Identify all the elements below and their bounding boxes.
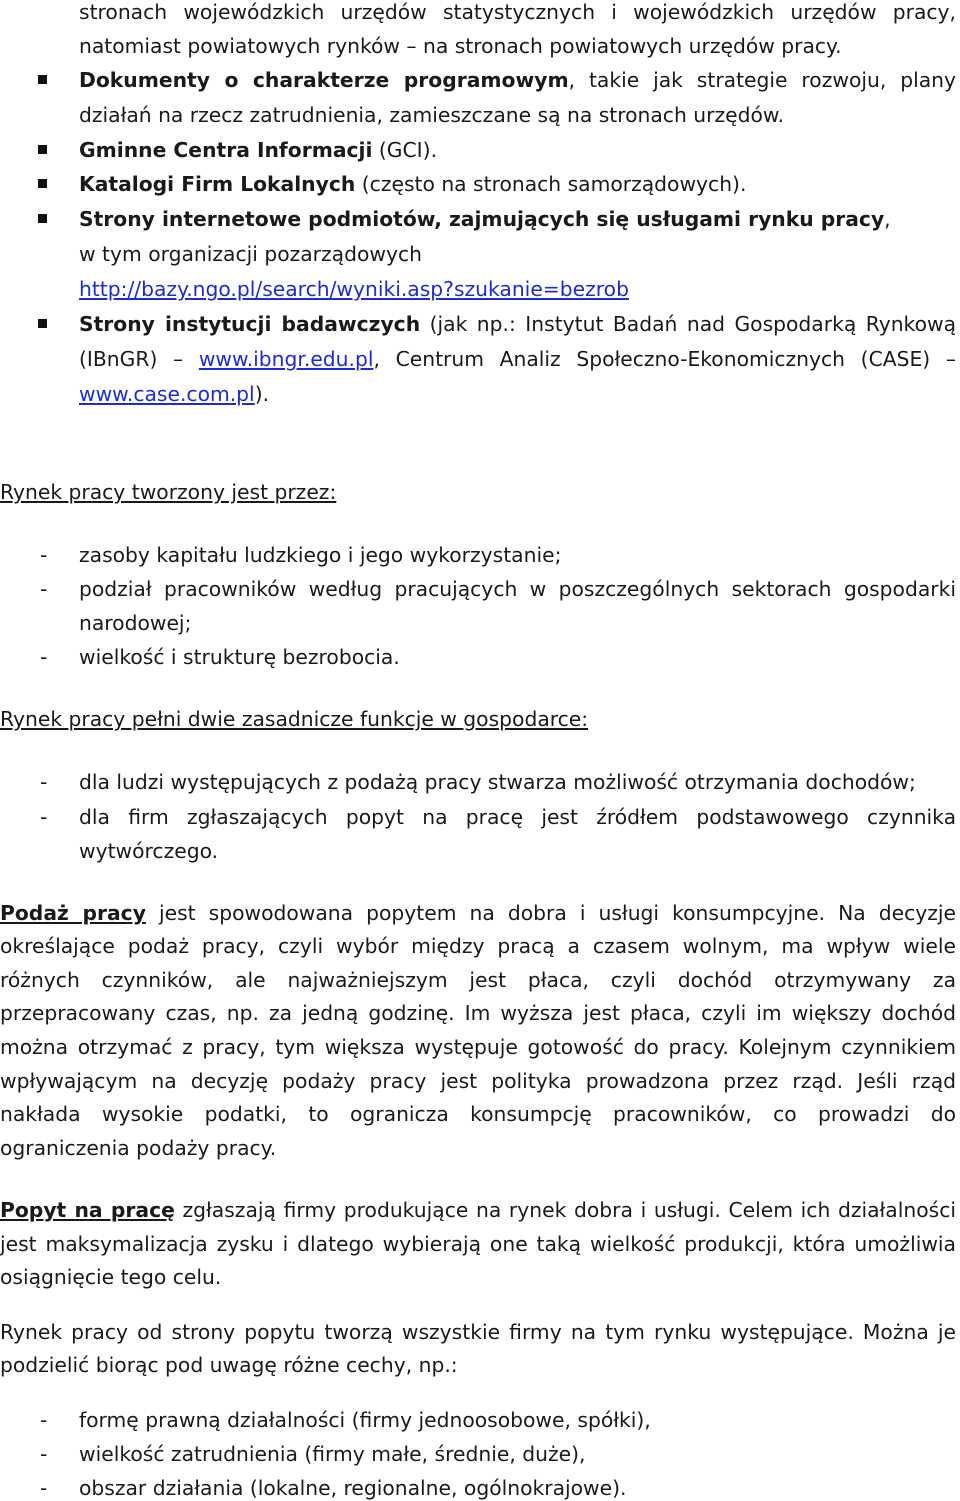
demand-side-line-1: Rynek pracy od strony popytu tworzą wszystkie firmy na tym rynku występujące. Można je xyxy=(0,1320,956,1344)
demand-paragraph-line-1 xyxy=(0,1198,956,1222)
supply-paragraph-line-1 xyxy=(0,901,956,925)
bullet-item-research-line-3 xyxy=(79,382,956,406)
bullet-square-icon xyxy=(38,319,47,328)
list-item: dla firm zgłaszających popyt na pracę jest źródłem podstawowego czynnika xyxy=(79,805,956,829)
supply-paragraph-line-6: wpływającym na decyzję podaży pracy jest polityka prowadzona przez rząd. Jeśli rząd xyxy=(0,1069,956,1093)
supply-paragraph-line-2: określające podaż pracy, czyli wybór między pracą a czasem wolnym, ma wpływ wiele xyxy=(0,934,956,958)
supply-paragraph-line-5: można otrzymać z pracy, tym większa występuje gotowość do pracy. Kolejnym czynnikiem xyxy=(0,1035,956,1059)
ibngr-link[interactable]: www.ibngr.edu.pl xyxy=(198,347,374,371)
bullet-square-icon xyxy=(38,75,47,84)
bullet-text: , takie jak strategie rozwoju, plany xyxy=(568,68,956,92)
bullet-term: Strony instytucji badawczych xyxy=(79,312,421,336)
demand-side-line-2: podzielić biorąc pod uwagę różne cechy, np.: xyxy=(0,1353,458,1377)
dash-marker: - xyxy=(40,770,48,794)
supply-paragraph-line-8: ograniczenia podaży pracy. xyxy=(0,1136,277,1160)
bullet-item-documents-line-2: działań na rzecz zatrudnienia, zamieszczane są na stronach urzędów. xyxy=(79,103,785,127)
paragraph-text: jest spowodowana popytem na dobra i usługi konsumpcyjne. Na decyzje xyxy=(145,901,956,925)
bullet-term: Gminne Centra Informacji xyxy=(79,138,373,162)
dash-marker: - xyxy=(40,1476,48,1500)
demand-paragraph-line-2: jest maksymalizacja zysku i dlatego wybierają one taką wielkość produkcji, która umożliwia xyxy=(0,1232,956,1256)
dash-marker: - xyxy=(40,1442,48,1466)
bullet-text: , xyxy=(884,207,891,231)
section-heading-functions: Rynek pracy pełni dwie zasadnicze funkcje w gospodarce: xyxy=(0,707,589,731)
bullet-item-catalogs xyxy=(79,172,956,196)
bullet-item-websites-line-2: w tym organizacji pozarządowych xyxy=(79,242,422,266)
case-link[interactable]: www.case.com.pl xyxy=(79,382,255,406)
bullet-text: (jak np.: Instytut Badań nad Gospodarką Rynkową xyxy=(420,312,956,336)
list-item-continuation: wytwórczego. xyxy=(79,839,219,863)
list-item: podział pracowników według pracujących w poszczególnych sektorach gospodarki xyxy=(79,577,956,601)
supply-paragraph-line-7: nakłada wysokie podatki, to ogranicza konsumpcję pracowników, co prowadzi do xyxy=(0,1102,956,1126)
bullet-text: (GCI). xyxy=(372,138,438,162)
list-item: formę prawną działalności (firmy jednoosobowe, spółki), xyxy=(79,1408,651,1432)
list-item: obszar działania (lokalne, regionalne, ogólnokrajowe). xyxy=(79,1476,627,1500)
bullet-square-icon xyxy=(38,214,47,223)
bullet-item-websites-line-3 xyxy=(79,277,956,301)
bullet-term: Strony internetowe podmiotów, zajmujących się usługami rynku pracy xyxy=(79,207,885,231)
bullet-item-research xyxy=(79,312,956,336)
bullet-square-icon xyxy=(38,145,47,154)
list-item-continuation: narodowej; xyxy=(79,611,192,635)
list-item: zasoby kapitału ludzkiego i jego wykorzystanie; xyxy=(79,543,562,567)
bullet-item-documents xyxy=(79,68,956,92)
paragraph-text: zgłaszają firmy produkujące na rynek dobra i usługi. Celem ich działalności xyxy=(174,1198,956,1222)
dash-marker: - xyxy=(40,577,48,601)
dash-marker: - xyxy=(40,805,48,829)
dash-marker: - xyxy=(40,1408,48,1432)
demand-paragraph-line-3: osiągnięcie tego celu. xyxy=(0,1265,222,1289)
dash-marker: - xyxy=(40,543,48,567)
supply-term: Podaż pracy xyxy=(0,901,146,925)
bullet-term: Dokumenty o charakterze programowym xyxy=(79,68,569,92)
ngo-link[interactable]: http://bazy.ngo.pl/search/wyniki.asp?szukanie=bezrob xyxy=(79,277,629,301)
intro-line-1: stronach wojewódzkich urzędów statystycznych i wojewódzkich urzędów pracy, xyxy=(79,0,956,24)
list-item: dla ludzi występujących z podażą pracy stwarza możliwość otrzymania dochodów; xyxy=(79,770,916,794)
supply-paragraph-line-4: przepracowany czas, np. za jedną godzinę. Im wyższa jest płaca, czyli im większy dochód xyxy=(0,1001,956,1025)
bullet-square-icon xyxy=(38,179,47,188)
bullet-text: ). xyxy=(254,382,270,406)
bullet-item-gci xyxy=(79,138,956,162)
bullet-text: (często na stronach samorządowych). xyxy=(355,172,747,196)
dash-marker: - xyxy=(40,645,48,669)
bullet-item-websites xyxy=(79,207,956,231)
demand-term: Popyt na pracę xyxy=(0,1198,175,1222)
bullet-text: (IBnGR) – xyxy=(79,347,199,371)
bullet-item-research-line-2 xyxy=(79,347,956,371)
bullet-text: , Centrum Analiz Społeczno-Ekonomicznych (CASE) – xyxy=(373,347,956,371)
section-heading-labour-market: Rynek pracy tworzony jest przez: xyxy=(0,480,337,504)
list-item: wielkość zatrudnienia (firmy małe, średnie, duże), xyxy=(79,1442,586,1466)
supply-paragraph-line-3: różnych czynników, ale najważniejszym jest płaca, czyli dochód otrzymywany za xyxy=(0,968,956,992)
bullet-term: Katalogi Firm Lokalnych xyxy=(79,172,356,196)
intro-line-2: natomiast powiatowych rynków – na stronach powiatowych urzędów pracy. xyxy=(79,34,842,58)
list-item: wielkość i strukturę bezrobocia. xyxy=(79,645,400,669)
